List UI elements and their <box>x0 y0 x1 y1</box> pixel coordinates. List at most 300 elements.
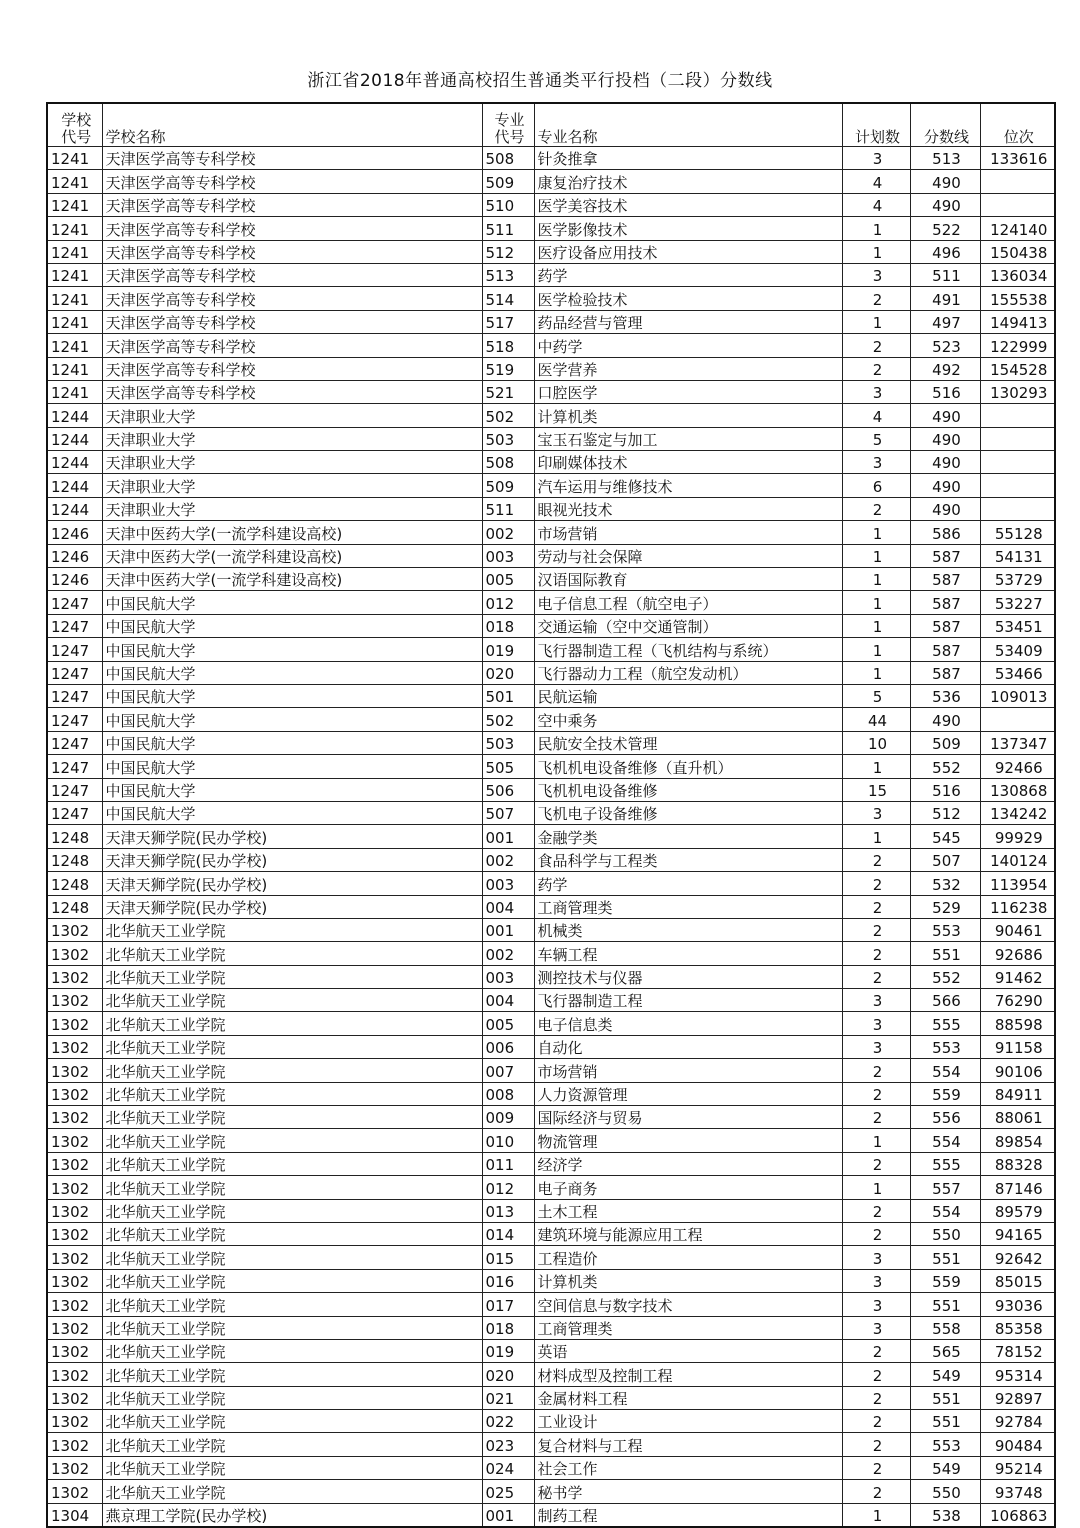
school-code-cell: 1244 <box>47 474 102 497</box>
major-name-cell: 市场营销 <box>534 521 842 544</box>
school-name-cell: 北华航天工业学院 <box>102 1386 482 1409</box>
major-name-cell: 医学营养 <box>534 357 842 380</box>
table-row <box>47 661 1055 684</box>
rank-cell: 106863 <box>980 1503 1055 1527</box>
score-cell: 516 <box>910 380 980 403</box>
plan-count-cell: 2 <box>842 1152 910 1175</box>
major-code-cell: 012 <box>482 591 534 614</box>
header-score: 分数线 <box>910 103 980 147</box>
table-row <box>47 591 1055 614</box>
school-name-cell: 天津中医药大学(一流学科建设高校) <box>102 568 482 591</box>
score-cell: 551 <box>910 1246 980 1269</box>
school-code-cell: 1302 <box>47 1363 102 1386</box>
school-name-cell: 中国民航大学 <box>102 684 482 707</box>
header-major-name: 专业名称 <box>534 103 842 147</box>
school-name-cell: 中国民航大学 <box>102 755 482 778</box>
rank-cell: 53466 <box>980 661 1055 684</box>
school-name-cell: 北华航天工业学院 <box>102 1480 482 1503</box>
rank-cell: 53409 <box>980 638 1055 661</box>
header-major-code: 专业 代号 <box>482 103 534 147</box>
score-cell: 587 <box>910 614 980 637</box>
score-cell: 497 <box>910 310 980 333</box>
rank-cell: 90461 <box>980 918 1055 941</box>
table-row <box>47 568 1055 591</box>
table-row <box>47 989 1055 1012</box>
major-name-cell: 民航安全技术管理 <box>534 731 842 754</box>
rank-cell <box>980 708 1055 731</box>
score-cell: 507 <box>910 848 980 871</box>
score-cell: 490 <box>910 404 980 427</box>
major-code-cell: 502 <box>482 404 534 427</box>
major-name-cell: 工业设计 <box>534 1410 842 1433</box>
school-name-cell: 燕京理工学院(民办学校) <box>102 1503 482 1527</box>
school-name-cell: 北华航天工业学院 <box>102 1339 482 1362</box>
major-code-cell: 511 <box>482 497 534 520</box>
major-name-cell: 空中乘务 <box>534 708 842 731</box>
score-cell: 511 <box>910 263 980 286</box>
major-code-cell: 020 <box>482 1363 534 1386</box>
score-cell: 551 <box>910 942 980 965</box>
school-code-cell: 1247 <box>47 684 102 707</box>
school-code-cell: 1302 <box>47 989 102 1012</box>
plan-count-cell: 3 <box>842 263 910 286</box>
plan-count-cell: 3 <box>842 1012 910 1035</box>
major-name-cell: 交通运输（空中交通管制） <box>534 614 842 637</box>
school-name-cell: 北华航天工业学院 <box>102 1363 482 1386</box>
major-code-cell: 508 <box>482 451 534 474</box>
school-name-cell: 中国民航大学 <box>102 614 482 637</box>
table-row <box>47 638 1055 661</box>
school-name-cell: 北华航天工业学院 <box>102 1035 482 1058</box>
school-name-cell: 天津职业大学 <box>102 451 482 474</box>
school-code-cell: 1244 <box>47 404 102 427</box>
table-row <box>47 614 1055 637</box>
major-code-cell: 518 <box>482 334 534 357</box>
major-code-cell: 506 <box>482 778 534 801</box>
major-name-cell: 制药工程 <box>534 1503 842 1527</box>
plan-count-cell: 2 <box>842 965 910 988</box>
plan-count-cell: 15 <box>842 778 910 801</box>
major-name-cell: 英语 <box>534 1339 842 1362</box>
major-name-cell: 工商管理类 <box>534 1316 842 1339</box>
plan-count-cell: 2 <box>842 334 910 357</box>
major-name-cell: 眼视光技术 <box>534 497 842 520</box>
score-cell: 550 <box>910 1222 980 1245</box>
major-name-cell: 建筑环境与能源应用工程 <box>534 1222 842 1245</box>
school-code-cell: 1247 <box>47 638 102 661</box>
school-name-cell: 北华航天工业学院 <box>102 1246 482 1269</box>
major-code-cell: 514 <box>482 287 534 310</box>
major-code-cell: 012 <box>482 1176 534 1199</box>
table-row <box>47 731 1055 754</box>
rank-cell: 55128 <box>980 521 1055 544</box>
table-row <box>47 1222 1055 1245</box>
score-cell: 496 <box>910 240 980 263</box>
score-cell: 552 <box>910 965 980 988</box>
rank-cell: 149413 <box>980 310 1055 333</box>
major-name-cell: 针灸推拿 <box>534 147 842 170</box>
table-row <box>47 1433 1055 1456</box>
rank-cell: 92466 <box>980 755 1055 778</box>
rank-cell: 93748 <box>980 1480 1055 1503</box>
major-name-cell: 电子信息工程（航空电子） <box>534 591 842 614</box>
rank-cell: 88328 <box>980 1152 1055 1175</box>
table-row <box>47 1012 1055 1035</box>
table-row <box>47 684 1055 707</box>
major-code-cell: 513 <box>482 263 534 286</box>
school-code-cell: 1241 <box>47 240 102 263</box>
score-cell: 538 <box>910 1503 980 1527</box>
major-name-cell: 医学美容技术 <box>534 193 842 216</box>
score-cell: 545 <box>910 825 980 848</box>
school-name-cell: 北华航天工业学院 <box>102 1059 482 1082</box>
major-code-cell: 004 <box>482 895 534 918</box>
table-row <box>47 965 1055 988</box>
major-code-cell: 024 <box>482 1456 534 1479</box>
score-cell: 490 <box>910 170 980 193</box>
school-code-cell: 1248 <box>47 872 102 895</box>
major-name-cell: 市场营销 <box>534 1059 842 1082</box>
score-cell: 523 <box>910 334 980 357</box>
school-name-cell: 北华航天工业学院 <box>102 1410 482 1433</box>
major-code-cell: 021 <box>482 1386 534 1409</box>
school-code-cell: 1302 <box>47 1480 102 1503</box>
plan-count-cell: 2 <box>842 497 910 520</box>
school-code-cell: 1248 <box>47 848 102 871</box>
school-code-cell: 1302 <box>47 1386 102 1409</box>
plan-count-cell: 1 <box>842 240 910 263</box>
major-code-cell: 001 <box>482 918 534 941</box>
rank-cell: 133616 <box>980 147 1055 170</box>
rank-cell: 93036 <box>980 1293 1055 1316</box>
school-code-cell: 1302 <box>47 1059 102 1082</box>
major-name-cell: 人力资源管理 <box>534 1082 842 1105</box>
plan-count-cell: 2 <box>842 1410 910 1433</box>
score-cell: 554 <box>910 1129 980 1152</box>
school-name-cell: 中国民航大学 <box>102 778 482 801</box>
school-code-cell: 1248 <box>47 825 102 848</box>
major-name-cell: 工商管理类 <box>534 895 842 918</box>
school-name-cell: 北华航天工业学院 <box>102 1433 482 1456</box>
rank-cell: 87146 <box>980 1176 1055 1199</box>
rank-cell: 85358 <box>980 1316 1055 1339</box>
major-name-cell: 空间信息与数字技术 <box>534 1293 842 1316</box>
score-cell: 532 <box>910 872 980 895</box>
school-code-cell: 1248 <box>47 895 102 918</box>
table-row <box>47 1152 1055 1175</box>
rank-cell <box>980 474 1055 497</box>
table-row <box>47 1199 1055 1222</box>
score-cell: 490 <box>910 708 980 731</box>
table-row <box>47 895 1055 918</box>
major-name-cell: 中药学 <box>534 334 842 357</box>
school-name-cell: 天津中医药大学(一流学科建设高校) <box>102 521 482 544</box>
major-name-cell: 飞机电子设备维修 <box>534 801 842 824</box>
rank-cell <box>980 451 1055 474</box>
table-row <box>47 240 1055 263</box>
school-name-cell: 天津医学高等专科学校 <box>102 240 482 263</box>
major-name-cell: 康复治疗技术 <box>534 170 842 193</box>
table-row <box>47 778 1055 801</box>
score-table <box>46 102 1056 1528</box>
major-code-cell: 003 <box>482 872 534 895</box>
plan-count-cell: 1 <box>842 521 910 544</box>
school-name-cell: 天津职业大学 <box>102 404 482 427</box>
rank-cell <box>980 427 1055 450</box>
plan-count-cell: 3 <box>842 1035 910 1058</box>
major-name-cell: 飞行器制造工程 <box>534 989 842 1012</box>
rank-cell: 53227 <box>980 591 1055 614</box>
score-cell: 555 <box>910 1012 980 1035</box>
school-code-cell: 1302 <box>47 918 102 941</box>
school-name-cell: 北华航天工业学院 <box>102 965 482 988</box>
score-cell: 516 <box>910 778 980 801</box>
major-name-cell: 自动化 <box>534 1035 842 1058</box>
school-name-cell: 天津医学高等专科学校 <box>102 334 482 357</box>
rank-cell: 53729 <box>980 568 1055 591</box>
major-code-cell: 009 <box>482 1106 534 1129</box>
major-code-cell: 501 <box>482 684 534 707</box>
major-code-cell: 025 <box>482 1480 534 1503</box>
rank-cell: 92784 <box>980 1410 1055 1433</box>
plan-count-cell: 1 <box>842 1503 910 1527</box>
school-code-cell: 1302 <box>47 1129 102 1152</box>
school-code-cell: 1241 <box>47 193 102 216</box>
table-row <box>47 404 1055 427</box>
rank-cell: 140124 <box>980 848 1055 871</box>
rank-cell: 91462 <box>980 965 1055 988</box>
score-cell: 490 <box>910 193 980 216</box>
score-cell: 490 <box>910 474 980 497</box>
school-name-cell: 中国民航大学 <box>102 801 482 824</box>
plan-count-cell: 1 <box>842 638 910 661</box>
school-code-cell: 1246 <box>47 568 102 591</box>
plan-count-cell: 1 <box>842 310 910 333</box>
major-code-cell: 008 <box>482 1082 534 1105</box>
score-cell: 549 <box>910 1363 980 1386</box>
plan-count-cell: 10 <box>842 731 910 754</box>
major-name-cell: 测控技术与仪器 <box>534 965 842 988</box>
rank-cell: 95214 <box>980 1456 1055 1479</box>
major-code-cell: 502 <box>482 708 534 731</box>
major-code-cell: 002 <box>482 942 534 965</box>
school-code-cell: 1241 <box>47 357 102 380</box>
school-code-cell: 1241 <box>47 147 102 170</box>
major-name-cell: 车辆工程 <box>534 942 842 965</box>
plan-count-cell: 2 <box>842 1199 910 1222</box>
table-row <box>47 497 1055 520</box>
table-row <box>47 1269 1055 1292</box>
plan-count-cell: 1 <box>842 568 910 591</box>
plan-count-cell: 6 <box>842 474 910 497</box>
major-code-cell: 019 <box>482 638 534 661</box>
major-code-cell: 509 <box>482 170 534 193</box>
score-cell: 558 <box>910 1316 980 1339</box>
plan-count-cell: 2 <box>842 287 910 310</box>
plan-count-cell: 5 <box>842 684 910 707</box>
plan-count-cell: 2 <box>842 1456 910 1479</box>
school-name-cell: 北华航天工业学院 <box>102 1199 482 1222</box>
school-code-cell: 1247 <box>47 731 102 754</box>
major-name-cell: 计算机类 <box>534 1269 842 1292</box>
major-code-cell: 508 <box>482 147 534 170</box>
major-name-cell: 飞行器制造工程（飞机结构与系统） <box>534 638 842 661</box>
rank-cell: 88061 <box>980 1106 1055 1129</box>
major-code-cell: 511 <box>482 217 534 240</box>
school-code-cell: 1241 <box>47 380 102 403</box>
major-name-cell: 食品科学与工程类 <box>534 848 842 871</box>
school-name-cell: 北华航天工业学院 <box>102 1222 482 1245</box>
school-name-cell: 天津医学高等专科学校 <box>102 217 482 240</box>
table-row <box>47 217 1055 240</box>
rank-cell: 94165 <box>980 1222 1055 1245</box>
table-row <box>47 1339 1055 1362</box>
plan-count-cell: 1 <box>842 755 910 778</box>
major-code-cell: 007 <box>482 1059 534 1082</box>
plan-count-cell: 2 <box>842 1386 910 1409</box>
major-code-cell: 016 <box>482 1269 534 1292</box>
major-name-cell: 劳动与社会保障 <box>534 544 842 567</box>
major-code-cell: 018 <box>482 1316 534 1339</box>
table-row <box>47 263 1055 286</box>
major-name-cell: 物流管理 <box>534 1129 842 1152</box>
major-name-cell: 秘书学 <box>534 1480 842 1503</box>
school-code-cell: 1302 <box>47 1410 102 1433</box>
major-name-cell: 机械类 <box>534 918 842 941</box>
school-code-cell: 1302 <box>47 1106 102 1129</box>
table-row <box>47 474 1055 497</box>
table-row <box>47 427 1055 450</box>
score-cell: 492 <box>910 357 980 380</box>
table-body <box>47 147 1055 1528</box>
table-row <box>47 942 1055 965</box>
school-name-cell: 天津天狮学院(民办学校) <box>102 848 482 871</box>
rank-cell <box>980 404 1055 427</box>
score-cell: 553 <box>910 918 980 941</box>
school-code-cell: 1246 <box>47 521 102 544</box>
plan-count-cell: 1 <box>842 591 910 614</box>
school-code-cell: 1302 <box>47 1222 102 1245</box>
table-row <box>47 1456 1055 1479</box>
school-name-cell: 天津天狮学院(民办学校) <box>102 825 482 848</box>
school-code-cell: 1302 <box>47 1082 102 1105</box>
major-name-cell: 医学检验技术 <box>534 287 842 310</box>
rank-cell: 76290 <box>980 989 1055 1012</box>
table-row <box>47 755 1055 778</box>
rank-cell: 54131 <box>980 544 1055 567</box>
table-row <box>47 1503 1055 1527</box>
rank-cell: 113954 <box>980 872 1055 895</box>
major-code-cell: 015 <box>482 1246 534 1269</box>
major-name-cell: 飞机机电设备维修（直升机） <box>534 755 842 778</box>
plan-count-cell: 2 <box>842 895 910 918</box>
score-cell: 551 <box>910 1410 980 1433</box>
table-row <box>47 310 1055 333</box>
school-code-cell: 1247 <box>47 614 102 637</box>
school-code-cell: 1302 <box>47 1199 102 1222</box>
table-row <box>47 1363 1055 1386</box>
header-plan: 计划数 <box>842 103 910 147</box>
table-row <box>47 825 1055 848</box>
plan-count-cell: 2 <box>842 1433 910 1456</box>
school-name-cell: 北华航天工业学院 <box>102 1012 482 1035</box>
rank-cell: 130868 <box>980 778 1055 801</box>
plan-count-cell: 2 <box>842 918 910 941</box>
plan-count-cell: 2 <box>842 357 910 380</box>
table-row <box>47 521 1055 544</box>
school-code-cell: 1304 <box>47 1503 102 1527</box>
rank-cell: 90106 <box>980 1059 1055 1082</box>
major-name-cell: 金属材料工程 <box>534 1386 842 1409</box>
score-cell: 554 <box>910 1199 980 1222</box>
table-row <box>47 1035 1055 1058</box>
table-row <box>47 801 1055 824</box>
table-row <box>47 380 1055 403</box>
score-cell: 522 <box>910 217 980 240</box>
major-name-cell: 药学 <box>534 872 842 895</box>
major-name-cell: 药学 <box>534 263 842 286</box>
table-row <box>47 848 1055 871</box>
rank-cell: 137347 <box>980 731 1055 754</box>
major-name-cell: 社会工作 <box>534 1456 842 1479</box>
plan-count-cell: 3 <box>842 1246 910 1269</box>
school-code-cell: 1247 <box>47 801 102 824</box>
major-code-cell: 005 <box>482 1012 534 1035</box>
school-code-cell: 1241 <box>47 334 102 357</box>
score-cell: 490 <box>910 497 980 520</box>
major-name-cell: 飞行器动力工程（航空发动机） <box>534 661 842 684</box>
school-code-cell: 1302 <box>47 1035 102 1058</box>
plan-count-cell: 3 <box>842 1316 910 1339</box>
plan-count-cell: 5 <box>842 427 910 450</box>
plan-count-cell: 1 <box>842 661 910 684</box>
score-cell: 566 <box>910 989 980 1012</box>
table-row <box>47 334 1055 357</box>
school-name-cell: 中国民航大学 <box>102 591 482 614</box>
rank-cell: 154528 <box>980 357 1055 380</box>
score-cell: 552 <box>910 755 980 778</box>
school-name-cell: 天津天狮学院(民办学校) <box>102 872 482 895</box>
school-name-cell: 天津天狮学院(民办学校) <box>102 895 482 918</box>
score-cell: 559 <box>910 1082 980 1105</box>
major-name-cell: 金融学类 <box>534 825 842 848</box>
plan-count-cell: 2 <box>842 1106 910 1129</box>
score-cell: 555 <box>910 1152 980 1175</box>
rank-cell: 134242 <box>980 801 1055 824</box>
rank-cell: 130293 <box>980 380 1055 403</box>
header-row <box>47 103 1055 147</box>
major-name-cell: 工程造价 <box>534 1246 842 1269</box>
major-code-cell: 507 <box>482 801 534 824</box>
score-cell: 556 <box>910 1106 980 1129</box>
rank-cell: 90484 <box>980 1433 1055 1456</box>
school-name-cell: 北华航天工业学院 <box>102 1269 482 1292</box>
school-name-cell: 北华航天工业学院 <box>102 1316 482 1339</box>
rank-cell: 122999 <box>980 334 1055 357</box>
school-name-cell: 中国民航大学 <box>102 638 482 661</box>
major-name-cell: 国际经济与贸易 <box>534 1106 842 1129</box>
major-code-cell: 509 <box>482 474 534 497</box>
major-code-cell: 003 <box>482 544 534 567</box>
score-cell: 553 <box>910 1035 980 1058</box>
score-cell: 536 <box>910 684 980 707</box>
plan-count-cell: 1 <box>842 614 910 637</box>
score-cell: 587 <box>910 591 980 614</box>
score-cell: 586 <box>910 521 980 544</box>
school-code-cell: 1244 <box>47 427 102 450</box>
score-cell: 559 <box>910 1269 980 1292</box>
school-name-cell: 天津医学高等专科学校 <box>102 310 482 333</box>
